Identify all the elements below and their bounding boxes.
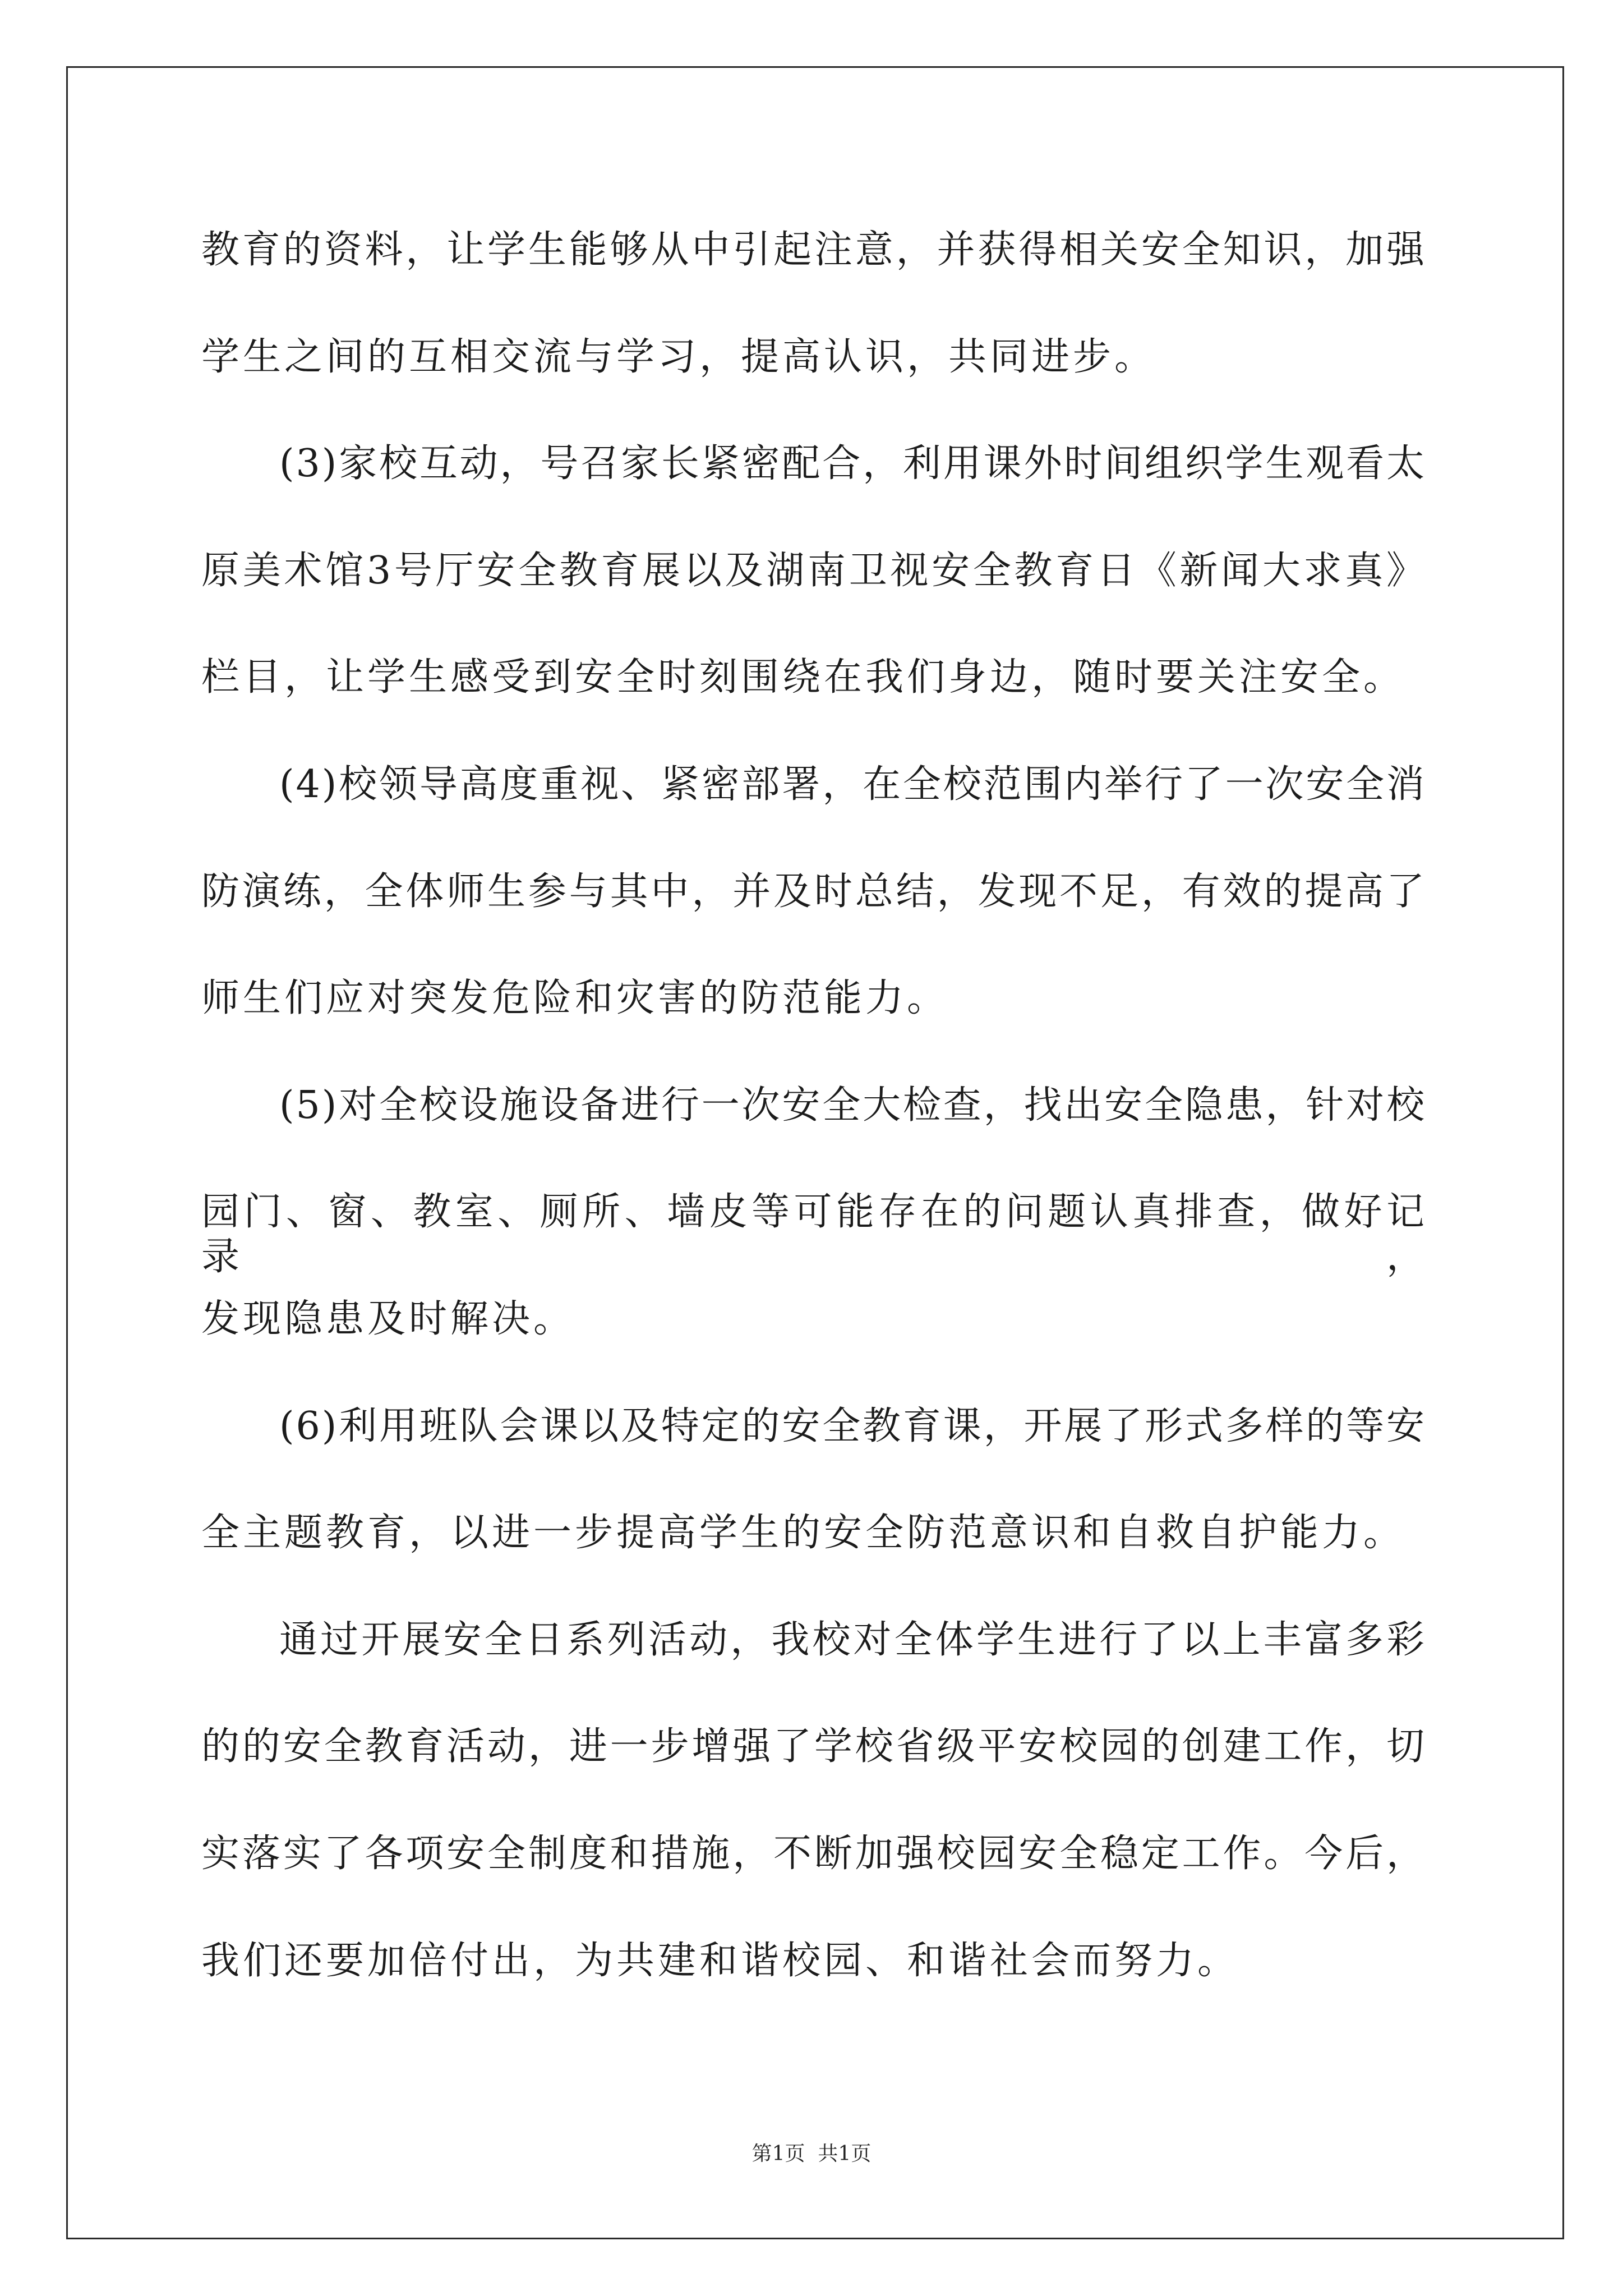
text-line: 发现隐患及时解决。: [201, 1297, 575, 1341]
paragraph-first-line: (3)家校互动，号召家长紧密配合，利用课外时间组织学生观看太: [279, 441, 1426, 486]
text-line: 我们还要加倍付出，为共建和谐校园、和谐社会而努力。: [201, 1939, 1239, 1983]
paragraph-first-line: (4)校领导高度重视、紧密部署，在全校范围内举行了一次安全消: [279, 762, 1426, 807]
text-line: 栏目，让学生感受到安全时刻围绕在我们身边，随时要关注安全。: [201, 655, 1405, 700]
text-line: 防演练，全体师生参与其中，并及时总结，发现不足，有效的提高了: [201, 869, 1426, 914]
text-line: 全主题教育，以进一步提高学生的安全防范意识和自救自护能力。: [201, 1511, 1405, 1555]
page-border: [66, 66, 1564, 2239]
text-line: 学生之间的互相交流与学习，提高认识，共同进步。: [201, 335, 1156, 379]
page-number-footer: 第1页 共1页: [751, 2142, 872, 2165]
paragraph-first-line: (5)对全校设施设备进行一次安全大检查，找出安全隐患，针对校: [279, 1083, 1426, 1128]
text-line: 原美术馆3号厅安全教育展以及湖南卫视安全教育日《新闻大求真》: [201, 549, 1426, 593]
paragraph-first-line: 通过开展安全日系列活动，我校对全体学生进行了以上丰富多彩: [279, 1618, 1426, 1662]
text-line: 实落实了各项安全制度和措施，不断加强校园安全稳定工作。今后，: [201, 1832, 1426, 1876]
text-line: 园门、窗、教室、厕所、墙皮等可能存在的问题认真排查，做好记录，: [201, 1190, 1426, 1279]
paragraph-first-line: (6)利用班队会课以及特定的安全教育课，开展了形式多样的等安: [279, 1404, 1426, 1448]
text-line: 的的安全教育活动，进一步增强了学校省级平安校园的创建工作，切: [201, 1724, 1426, 1769]
text-line: 师生们应对突发危险和灾害的防范能力。: [201, 976, 949, 1020]
text-line: 教育的资料，让学生能够从中引起注意，并获得相关安全知识，加强: [201, 228, 1426, 272]
